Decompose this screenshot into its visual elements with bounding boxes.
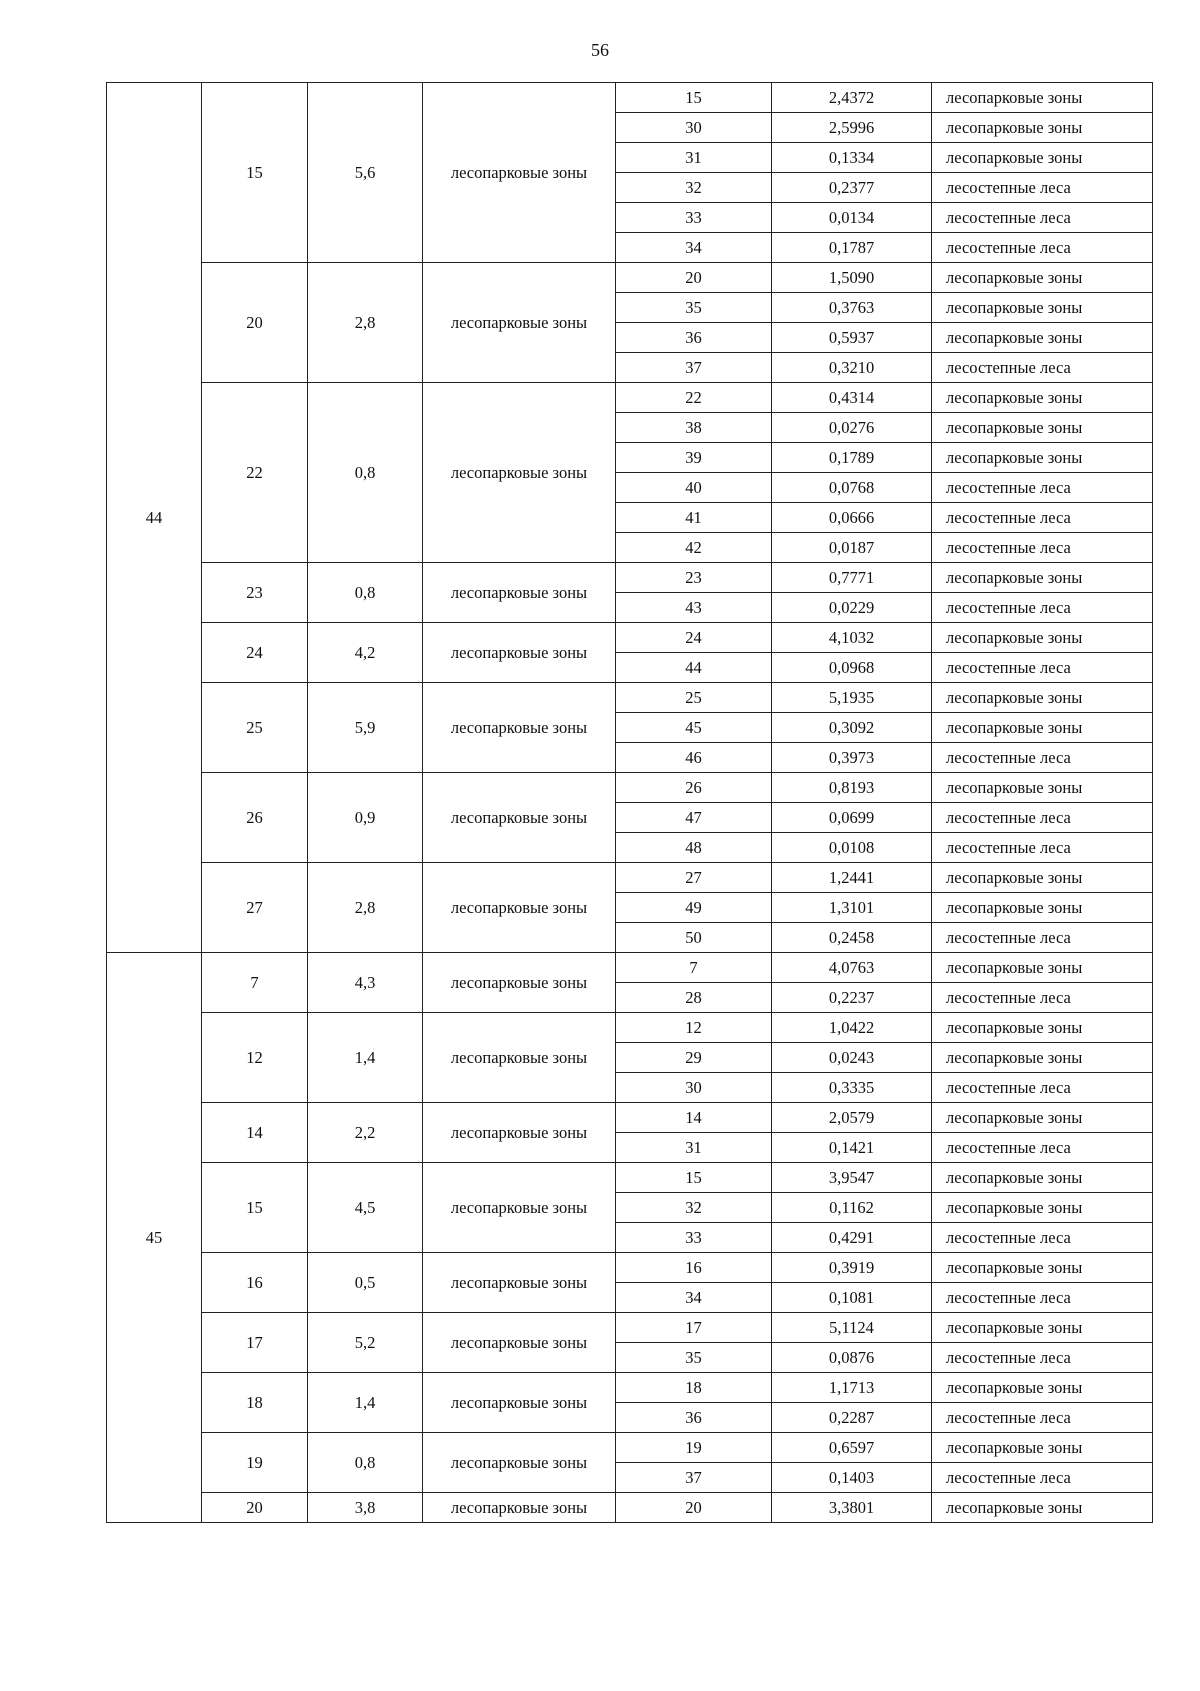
table-row <box>107 683 1153 713</box>
part-category-cell: лесопарковые зоны <box>932 683 1153 713</box>
part-category-cell: лесопарковые зоны <box>932 893 1153 923</box>
part-number-cell: 20 <box>616 263 772 293</box>
part-category-cell: лесопарковые зоны <box>932 113 1153 143</box>
part-number-cell: 42 <box>616 533 772 563</box>
vydel-area-cell: 2,8 <box>308 863 423 953</box>
part-area-cell: 5,1124 <box>772 1313 932 1343</box>
part-area-cell: 0,0876 <box>772 1343 932 1373</box>
part-category-cell: лесопарковые зоны <box>932 293 1153 323</box>
vydel-purpose-cell: лесопарковые зоны <box>423 1433 616 1493</box>
table-row <box>107 1313 1153 1343</box>
part-area-cell: 2,4372 <box>772 83 932 113</box>
part-area-cell: 1,0422 <box>772 1013 932 1043</box>
part-category-cell: лесостепные леса <box>932 833 1153 863</box>
part-category-cell: лесостепные леса <box>932 803 1153 833</box>
part-number-cell: 14 <box>616 1103 772 1133</box>
part-area-cell: 0,4291 <box>772 1223 932 1253</box>
part-area-cell: 0,1787 <box>772 233 932 263</box>
part-area-cell: 0,0768 <box>772 473 932 503</box>
vydel-area-cell: 1,4 <box>308 1013 423 1103</box>
vydel-number-cell: 17 <box>202 1313 308 1373</box>
part-category-cell: лесостепные леса <box>932 1343 1153 1373</box>
part-area-cell: 0,2377 <box>772 173 932 203</box>
part-category-cell: лесопарковые зоны <box>932 1163 1153 1193</box>
part-category-cell: лесопарковые зоны <box>932 1043 1153 1073</box>
part-number-cell: 23 <box>616 563 772 593</box>
vydel-purpose-cell: лесопарковые зоны <box>423 1163 616 1253</box>
part-category-cell: лесопарковые зоны <box>932 863 1153 893</box>
vydel-area-cell: 4,2 <box>308 623 423 683</box>
part-number-cell: 22 <box>616 383 772 413</box>
vydel-area-cell: 1,4 <box>308 1373 423 1433</box>
vydel-purpose-cell: лесопарковые зоны <box>423 563 616 623</box>
vydel-purpose-cell: лесопарковые зоны <box>423 263 616 383</box>
vydel-number-cell: 15 <box>202 83 308 263</box>
part-area-cell: 3,3801 <box>772 1493 932 1523</box>
table-row <box>107 383 1153 413</box>
part-category-cell: лесостепные леса <box>932 1223 1153 1253</box>
part-area-cell: 2,0579 <box>772 1103 932 1133</box>
part-category-cell: лесопарковые зоны <box>932 953 1153 983</box>
vydel-area-cell: 4,3 <box>308 953 423 1013</box>
part-area-cell: 0,1789 <box>772 443 932 473</box>
vydel-purpose-cell: лесопарковые зоны <box>423 83 616 263</box>
part-area-cell: 0,5937 <box>772 323 932 353</box>
part-area-cell: 0,3973 <box>772 743 932 773</box>
part-area-cell: 4,1032 <box>772 623 932 653</box>
part-category-cell: лесопарковые зоны <box>932 1193 1153 1223</box>
part-number-cell: 34 <box>616 1283 772 1313</box>
vydel-number-cell: 14 <box>202 1103 308 1163</box>
part-category-cell: лесостепные леса <box>932 653 1153 683</box>
part-number-cell: 35 <box>616 1343 772 1373</box>
part-area-cell: 0,8193 <box>772 773 932 803</box>
part-area-cell: 0,0187 <box>772 533 932 563</box>
table-row <box>107 863 1153 893</box>
vydel-area-cell: 5,6 <box>308 83 423 263</box>
table-row <box>107 263 1153 293</box>
part-area-cell: 0,1334 <box>772 143 932 173</box>
part-number-cell: 35 <box>616 293 772 323</box>
vydel-number-cell: 25 <box>202 683 308 773</box>
part-number-cell: 32 <box>616 1193 772 1223</box>
vydel-purpose-cell: лесопарковые зоны <box>423 1253 616 1313</box>
part-number-cell: 30 <box>616 1073 772 1103</box>
part-category-cell: лесопарковые зоны <box>932 383 1153 413</box>
quarter-number-cell: 44 <box>107 83 202 953</box>
vydel-number-cell: 19 <box>202 1433 308 1493</box>
part-category-cell: лесостепные леса <box>932 473 1153 503</box>
page-number: 56 <box>591 40 609 60</box>
part-area-cell: 2,5996 <box>772 113 932 143</box>
vydel-purpose-cell: лесопарковые зоны <box>423 863 616 953</box>
vydel-purpose-cell: лесопарковые зоны <box>423 383 616 563</box>
part-number-cell: 32 <box>616 173 772 203</box>
part-number-cell: 33 <box>616 203 772 233</box>
part-number-cell: 33 <box>616 1223 772 1253</box>
table-row <box>107 1013 1153 1043</box>
vydel-area-cell: 0,8 <box>308 1433 423 1493</box>
part-area-cell: 0,0968 <box>772 653 932 683</box>
vydel-number-cell: 20 <box>202 263 308 383</box>
part-category-cell: лесостепные леса <box>932 233 1153 263</box>
part-area-cell: 0,3919 <box>772 1253 932 1283</box>
part-category-cell: лесостепные леса <box>932 533 1153 563</box>
part-area-cell: 0,0108 <box>772 833 932 863</box>
part-area-cell: 0,0243 <box>772 1043 932 1073</box>
part-number-cell: 36 <box>616 1403 772 1433</box>
part-area-cell: 0,6597 <box>772 1433 932 1463</box>
part-area-cell: 0,0666 <box>772 503 932 533</box>
part-number-cell: 15 <box>616 1163 772 1193</box>
part-number-cell: 29 <box>616 1043 772 1073</box>
forest-allocation-table <box>106 82 1153 1523</box>
vydel-number-cell: 16 <box>202 1253 308 1313</box>
part-number-cell: 15 <box>616 83 772 113</box>
vydel-area-cell: 3,8 <box>308 1493 423 1523</box>
part-number-cell: 24 <box>616 623 772 653</box>
part-number-cell: 12 <box>616 1013 772 1043</box>
part-number-cell: 48 <box>616 833 772 863</box>
part-area-cell: 1,1713 <box>772 1373 932 1403</box>
part-category-cell: лесостепные леса <box>932 353 1153 383</box>
table-row <box>107 1163 1153 1193</box>
vydel-number-cell: 20 <box>202 1493 308 1523</box>
table-row <box>107 563 1153 593</box>
part-category-cell: лесостепные леса <box>932 1133 1153 1163</box>
table-row <box>107 83 1153 113</box>
vydel-area-cell: 0,8 <box>308 383 423 563</box>
part-category-cell: лесостепные леса <box>932 983 1153 1013</box>
part-category-cell: лесопарковые зоны <box>932 443 1153 473</box>
part-category-cell: лесостепные леса <box>932 503 1153 533</box>
vydel-purpose-cell: лесопарковые зоны <box>423 773 616 863</box>
table-body <box>107 83 1153 1523</box>
vydel-area-cell: 0,8 <box>308 563 423 623</box>
part-category-cell: лесопарковые зоны <box>932 263 1153 293</box>
part-area-cell: 0,3335 <box>772 1073 932 1103</box>
part-number-cell: 16 <box>616 1253 772 1283</box>
part-number-cell: 46 <box>616 743 772 773</box>
vydel-number-cell: 24 <box>202 623 308 683</box>
part-number-cell: 40 <box>616 473 772 503</box>
part-area-cell: 0,0699 <box>772 803 932 833</box>
part-number-cell: 38 <box>616 413 772 443</box>
part-number-cell: 41 <box>616 503 772 533</box>
table-row <box>107 1253 1153 1283</box>
vydel-number-cell: 12 <box>202 1013 308 1103</box>
part-category-cell: лесопарковые зоны <box>932 773 1153 803</box>
part-area-cell: 0,1421 <box>772 1133 932 1163</box>
part-number-cell: 27 <box>616 863 772 893</box>
part-area-cell: 0,0134 <box>772 203 932 233</box>
vydel-area-cell: 5,9 <box>308 683 423 773</box>
part-number-cell: 43 <box>616 593 772 623</box>
part-number-cell: 34 <box>616 233 772 263</box>
part-area-cell: 0,0276 <box>772 413 932 443</box>
part-category-cell: лесопарковые зоны <box>932 1013 1153 1043</box>
vydel-area-cell: 2,2 <box>308 1103 423 1163</box>
part-area-cell: 1,5090 <box>772 263 932 293</box>
part-area-cell: 0,2287 <box>772 1403 932 1433</box>
part-category-cell: лесостепные леса <box>932 593 1153 623</box>
part-area-cell: 1,3101 <box>772 893 932 923</box>
part-category-cell: лесопарковые зоны <box>932 83 1153 113</box>
part-area-cell: 3,9547 <box>772 1163 932 1193</box>
vydel-number-cell: 26 <box>202 773 308 863</box>
part-number-cell: 49 <box>616 893 772 923</box>
vydel-purpose-cell: лесопарковые зоны <box>423 623 616 683</box>
part-area-cell: 0,1081 <box>772 1283 932 1313</box>
part-category-cell: лесостепные леса <box>932 923 1153 953</box>
part-category-cell: лесопарковые зоны <box>932 1373 1153 1403</box>
part-category-cell: лесостепные леса <box>932 173 1153 203</box>
part-number-cell: 39 <box>616 443 772 473</box>
vydel-area-cell: 5,2 <box>308 1313 423 1373</box>
part-area-cell: 0,0229 <box>772 593 932 623</box>
part-number-cell: 31 <box>616 143 772 173</box>
part-number-cell: 45 <box>616 713 772 743</box>
part-number-cell: 7 <box>616 953 772 983</box>
table-row <box>107 1493 1153 1523</box>
part-number-cell: 50 <box>616 923 772 953</box>
part-category-cell: лесопарковые зоны <box>932 563 1153 593</box>
table-row <box>107 1433 1153 1463</box>
vydel-purpose-cell: лесопарковые зоны <box>423 1013 616 1103</box>
table-row <box>107 1373 1153 1403</box>
part-area-cell: 0,3210 <box>772 353 932 383</box>
part-category-cell: лесопарковые зоны <box>932 1493 1153 1523</box>
part-area-cell: 0,1162 <box>772 1193 932 1223</box>
part-category-cell: лесопарковые зоны <box>932 713 1153 743</box>
vydel-number-cell: 18 <box>202 1373 308 1433</box>
vydel-area-cell: 2,8 <box>308 263 423 383</box>
vydel-number-cell: 7 <box>202 953 308 1013</box>
part-category-cell: лесопарковые зоны <box>932 623 1153 653</box>
vydel-number-cell: 22 <box>202 383 308 563</box>
part-category-cell: лесопарковые зоны <box>932 1253 1153 1283</box>
part-category-cell: лесопарковые зоны <box>932 323 1153 353</box>
vydel-area-cell: 0,9 <box>308 773 423 863</box>
part-number-cell: 30 <box>616 113 772 143</box>
part-number-cell: 18 <box>616 1373 772 1403</box>
vydel-number-cell: 27 <box>202 863 308 953</box>
vydel-number-cell: 15 <box>202 1163 308 1253</box>
part-area-cell: 0,4314 <box>772 383 932 413</box>
part-number-cell: 31 <box>616 1133 772 1163</box>
part-number-cell: 28 <box>616 983 772 1013</box>
part-area-cell: 0,7771 <box>772 563 932 593</box>
part-area-cell: 0,3092 <box>772 713 932 743</box>
part-category-cell: лесостепные леса <box>932 1463 1153 1493</box>
part-area-cell: 0,3763 <box>772 293 932 323</box>
quarter-number-cell: 45 <box>107 953 202 1523</box>
table-row <box>107 623 1153 653</box>
part-area-cell: 5,1935 <box>772 683 932 713</box>
part-number-cell: 47 <box>616 803 772 833</box>
vydel-area-cell: 0,5 <box>308 1253 423 1313</box>
part-area-cell: 1,2441 <box>772 863 932 893</box>
vydel-number-cell: 23 <box>202 563 308 623</box>
part-category-cell: лесопарковые зоны <box>932 1313 1153 1343</box>
part-category-cell: лесопарковые зоны <box>932 1433 1153 1463</box>
part-category-cell: лесостепные леса <box>932 1283 1153 1313</box>
part-number-cell: 20 <box>616 1493 772 1523</box>
vydel-purpose-cell: лесопарковые зоны <box>423 1313 616 1373</box>
vydel-purpose-cell: лесопарковые зоны <box>423 1493 616 1523</box>
part-number-cell: 37 <box>616 1463 772 1493</box>
part-category-cell: лесопарковые зоны <box>932 1103 1153 1133</box>
part-area-cell: 0,2458 <box>772 923 932 953</box>
table-row <box>107 1103 1153 1133</box>
vydel-purpose-cell: лесопарковые зоны <box>423 1103 616 1163</box>
part-category-cell: лесопарковые зоны <box>932 413 1153 443</box>
part-number-cell: 26 <box>616 773 772 803</box>
vydel-purpose-cell: лесопарковые зоны <box>423 1373 616 1433</box>
part-number-cell: 25 <box>616 683 772 713</box>
part-number-cell: 19 <box>616 1433 772 1463</box>
part-category-cell: лесостепные леса <box>932 203 1153 233</box>
part-number-cell: 37 <box>616 353 772 383</box>
part-category-cell: лесостепные леса <box>932 743 1153 773</box>
part-area-cell: 0,2237 <box>772 983 932 1013</box>
vydel-purpose-cell: лесопарковые зоны <box>423 683 616 773</box>
table-row <box>107 953 1153 983</box>
part-number-cell: 17 <box>616 1313 772 1343</box>
part-category-cell: лесостепные леса <box>932 1073 1153 1103</box>
part-area-cell: 4,0763 <box>772 953 932 983</box>
table-row <box>107 773 1153 803</box>
vydel-purpose-cell: лесопарковые зоны <box>423 953 616 1013</box>
part-number-cell: 36 <box>616 323 772 353</box>
part-category-cell: лесопарковые зоны <box>932 143 1153 173</box>
part-area-cell: 0,1403 <box>772 1463 932 1493</box>
part-category-cell: лесостепные леса <box>932 1403 1153 1433</box>
vydel-area-cell: 4,5 <box>308 1163 423 1253</box>
part-number-cell: 44 <box>616 653 772 683</box>
